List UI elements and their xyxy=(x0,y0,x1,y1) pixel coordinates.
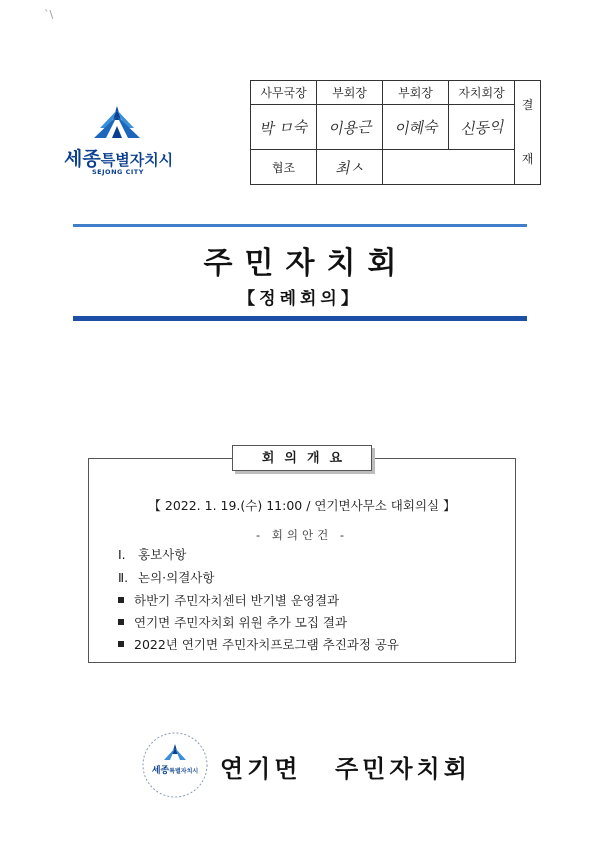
approval-signature-cell xyxy=(317,105,383,150)
handwritten-signature: 박 ㅁ숙 xyxy=(258,117,309,138)
approval-header: 부회장 xyxy=(317,81,383,105)
page-title: 주민자치회 xyxy=(203,246,409,281)
title-rule-bottom xyxy=(73,316,527,321)
handwritten-signature: 이혜숙 xyxy=(393,117,438,138)
section-label: 논의·의결사항 xyxy=(138,570,215,585)
agenda-heading: - 회의안건 - xyxy=(255,528,349,542)
handwritten-signature: 최ㅅ xyxy=(334,157,365,178)
section-label: 홍보사항 xyxy=(138,547,187,562)
agenda-item xyxy=(118,635,399,653)
square-bullet-icon xyxy=(118,619,124,625)
agenda-section xyxy=(118,545,186,563)
page-subtitle: 【정례회의】 xyxy=(238,289,362,309)
square-bullet-icon xyxy=(118,597,124,603)
agenda-item-text: 하반기 주민자치센터 반기별 운영결과 xyxy=(134,593,340,608)
sejong-city-logo xyxy=(58,104,218,184)
agenda-item-text: 연기면 주민자치회 위원 추가 모집 결과 xyxy=(134,615,348,630)
cooperation-signature-cell xyxy=(317,150,383,185)
handwritten-signature: 신동익 xyxy=(459,117,504,138)
agenda-item-text: 2022년 연기면 주민자치프로그램 추진과정 공유 xyxy=(134,637,400,652)
logo-title-rest: 특별자치시 xyxy=(100,151,174,169)
scan-mark: `\ xyxy=(44,8,54,21)
footer-organization xyxy=(220,749,471,784)
square-bullet-icon xyxy=(118,641,124,647)
approval-header: 사무국장 xyxy=(251,81,317,105)
sejong-seal-icon xyxy=(140,730,210,800)
meeting-summary-tag: 회의개요 xyxy=(232,445,372,471)
approval-header: 부회장 xyxy=(383,81,449,105)
svg-text:세종특별자치시 xyxy=(152,764,198,776)
section-numeral: Ⅱ. xyxy=(118,570,129,585)
cooperation-empty-cell xyxy=(383,150,515,185)
approval-table xyxy=(250,80,541,185)
approval-side-label-top: 결 xyxy=(521,98,534,113)
title-rule-top xyxy=(73,224,527,227)
logo-title xyxy=(64,144,173,171)
approval-side-label xyxy=(515,81,541,185)
footer-org-name: 주민자치회 xyxy=(334,755,471,783)
agenda-item xyxy=(118,613,347,631)
sejong-emblem-icon xyxy=(92,104,142,142)
approval-signature-cell xyxy=(449,105,515,150)
approval-side-label-bottom: 재 xyxy=(521,151,534,166)
approval-header: 자치회장 xyxy=(449,81,515,105)
section-numeral: Ⅰ. xyxy=(118,547,126,562)
approval-signature-cell xyxy=(251,105,317,150)
seal-title-big: 세종 xyxy=(151,766,170,776)
agenda-section xyxy=(118,568,214,586)
handwritten-signature: 이용근 xyxy=(327,117,372,138)
approval-signature-cell xyxy=(383,105,449,150)
cooperation-label: 협조 xyxy=(251,150,317,185)
logo-title-big: 세종 xyxy=(64,148,101,170)
seal-title-rest: 특별자치시 xyxy=(169,768,199,775)
meeting-date-location: 【 2022. 1. 19.(수) 11:00 / 연기면사무소 대회의실 】 xyxy=(148,498,456,513)
agenda-item xyxy=(118,591,339,609)
footer-place: 연기면 xyxy=(220,755,302,783)
logo-subtitle: SEJONG CITY xyxy=(92,168,144,176)
